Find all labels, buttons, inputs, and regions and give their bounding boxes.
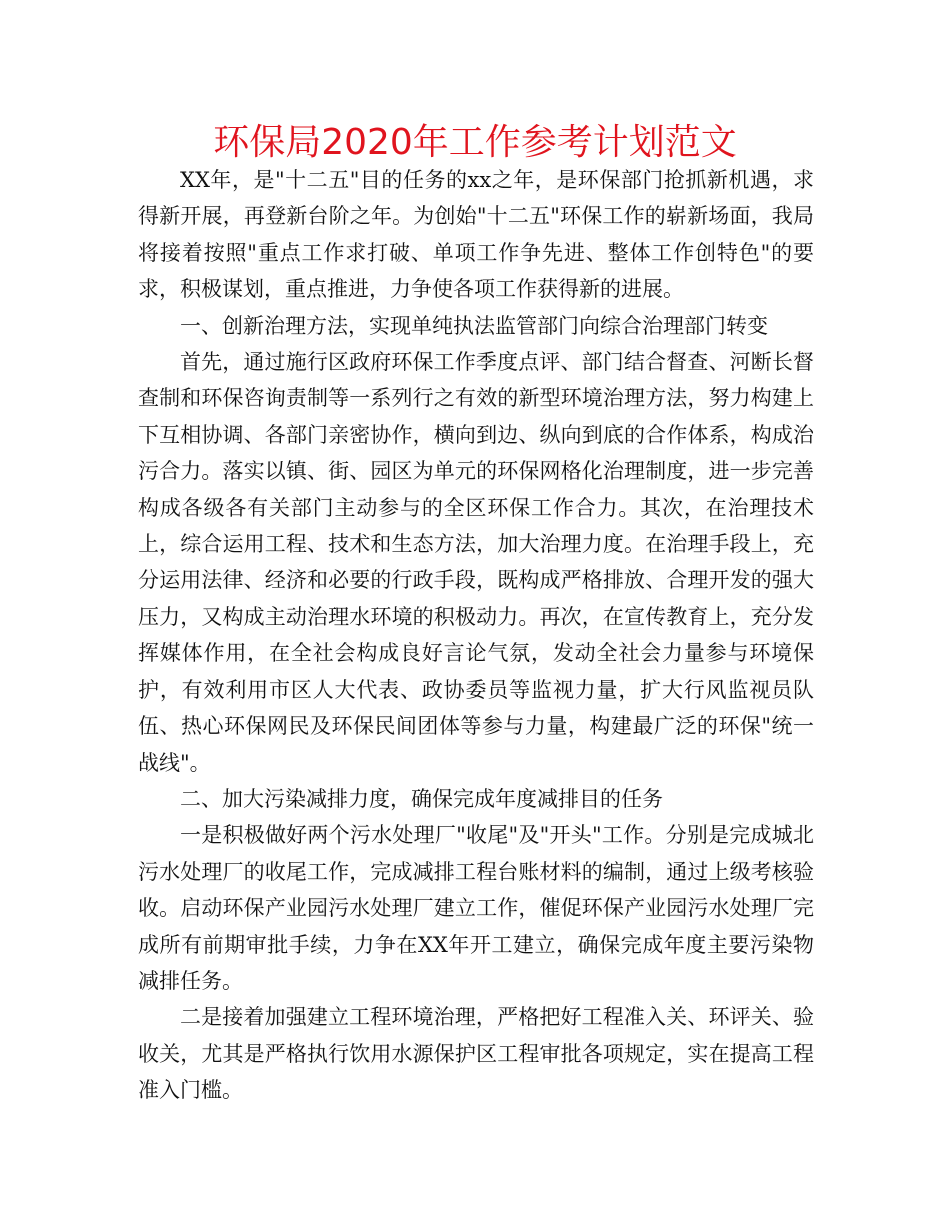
paragraph-section-1: 首先，通过施行区政府环保工作季度点评、部门结合督查、河断长督查制和环保咨询责制等一系列行之有效的新型环境治理方法，努力构建上下互相协调、各部门亲密协作，横向到边、纵向到底的合作体系，构成治污合力。落实以镇、街、园区为单元的环保网格化治理制度，进一步完善构成各级各有关部门主动参与的全区环保工作合力。其次，在治理技术上，综合运用工程、技术和生态方法，加大治理力度。在治理手段上，充分运用法律、经济和必要的行政手段，既构成严格排放、合理开发的强大压力，又构成主动治理水环境的积极动力。再次，在宣传教育上，充分发挥媒体作用，在全社会构成良好言论气氛，发动全社会力量参与环境保护，有效利用市区人大代表、政协委员等监视力量，扩大行风监视员队伍、热心环保网民及环保民间团体等参与力量，构建最广泛的环保"统一战线"。	[138, 350, 814, 775]
section-heading-2: 二、加大污染减排力度，确保完成年度减排目的任务	[180, 786, 663, 811]
section-heading-1: 一、创新治理方法，实现单纯执法监管部门向综合治理部门转变	[180, 313, 768, 338]
paragraph-item-1: 一是积极做好两个污水处理厂"收尾"及"开头"工作。分别是完成城北污水处理厂的收尾工作，完成减排工程台账材料的编制，通过上级考核验收。启动环保产业园污水处理厂建立工作，催促环保产业园污水处理厂完成所有前期审批手续，力争在XX年开工建立，确保完成年度主要污染物减排任务。	[138, 823, 814, 993]
paragraph-item-2: 二是接着加强建立工程环境治理，严格把好工程准入关、环评关、验收关，尤其是严格执行饮用水源保护区工程审批各项规定，实在提高工程准入门槛。	[138, 1005, 814, 1103]
document-title: 环保局2020年工作参考计划范文	[213, 122, 737, 163]
paragraph-intro: XX年，是"十二五"目的任务的xx之年，是环保部门抢抓新机遇，求得新开展，再登新台阶之年。为创始"十二五"环保工作的崭新场面，我局将接着按照"重点工作求打破、单项工作争先进、整体工作创特色"的要求，积极谋划，重点推进，力争使各项工作获得新的进展。	[138, 168, 814, 302]
document-body	[138, 162, 814, 1109]
